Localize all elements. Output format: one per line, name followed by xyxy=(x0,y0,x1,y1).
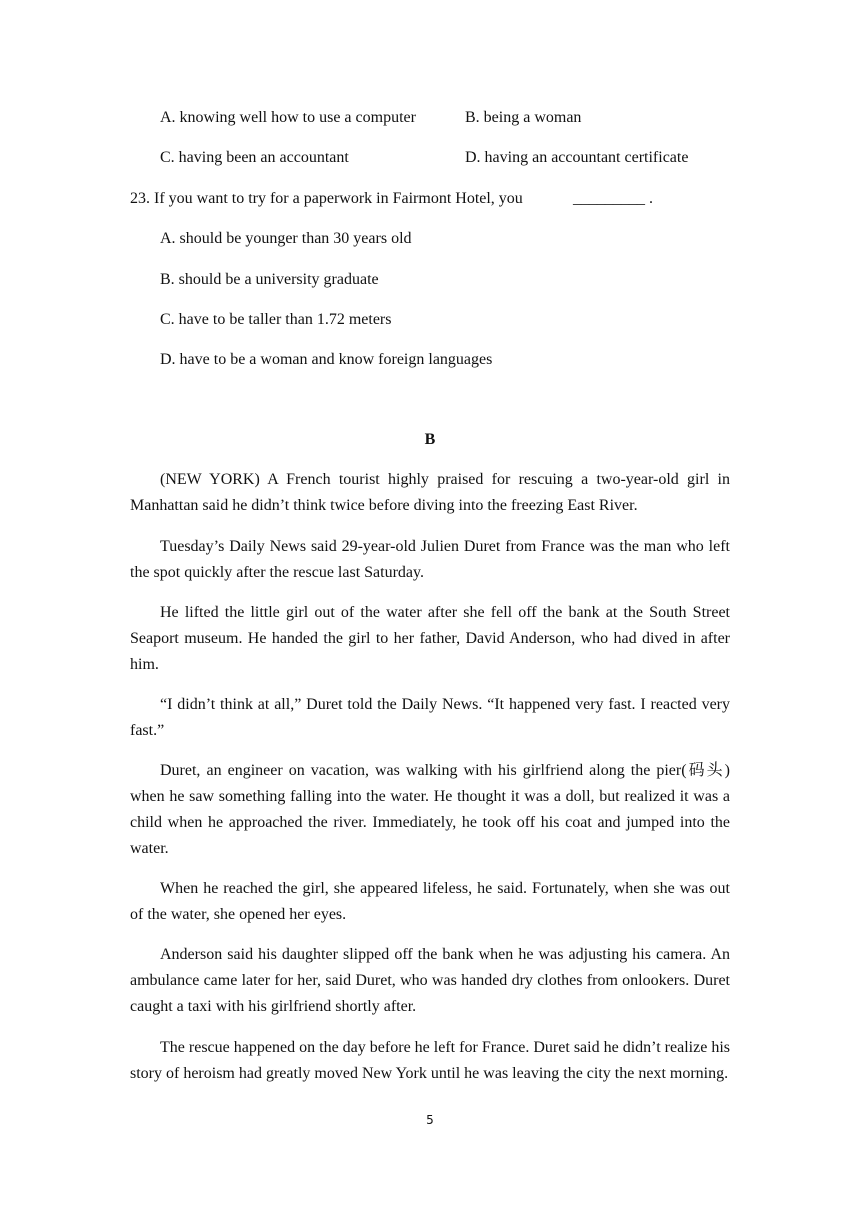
q23-option-b: B. should be a university graduate xyxy=(160,271,379,288)
q22-option-b: B. being a woman xyxy=(465,109,582,126)
paragraph-4: “I didn’t think at all,” Duret told the Daily News. “It happened very fast. I reacted very fast.” xyxy=(130,696,730,739)
paragraph-7: Anderson said his daughter slipped off the bank when he was adjusting his camera. An ambulance came later for her, said Duret, who was handed dry clothes from onlookers. Duret caught a taxi with his girlfriend shortly after. xyxy=(130,946,730,1015)
paragraph-5: Duret, an engineer on vacation, was walking with his girlfriend along the pier(码头) when he saw something falling into the water. He thought it was a doll, but realized it was a child when he approached the river. Immediately, he took off his coat and jumped into the water. xyxy=(130,762,730,857)
q23-option-a: A. should be younger than 30 years old xyxy=(160,230,412,247)
q23-answer-blank: _________ . xyxy=(573,190,653,207)
paragraph-6: When he reached the girl, she appeared lifeless, he said. Fortunately, when she was out of the water, she opened her eyes. xyxy=(130,880,730,923)
q23-stem: 23. If you want to try for a paperwork in Fairmont Hotel, you xyxy=(130,190,523,207)
section-heading: B xyxy=(424,431,436,448)
paragraph-1: (NEW YORK) A French tourist highly praised for rescuing a two-year-old girl in Manhattan said he didn’t think twice before diving into the freezing East River. xyxy=(130,471,730,514)
page-number: 5 xyxy=(426,1113,434,1127)
paragraph-8: The rescue happened on the day before he left for France. Duret said he didn’t realize his story of heroism had greatly moved New York until he was leaving the city the next morning. xyxy=(130,1039,730,1082)
paragraph-2: Tuesday’s Daily News said 29-year-old Julien Duret from France was the man who left the spot quickly after the rescue last Saturday. xyxy=(130,538,730,581)
paragraph-3: He lifted the little girl out of the water after she fell off the bank at the South Street Seaport museum. He handed the girl to her father, David Anderson, who had dived in after him. xyxy=(130,604,730,673)
q22-option-d: D. having an accountant certificate xyxy=(465,149,689,166)
q22-option-c: C. having been an accountant xyxy=(160,149,349,166)
q23-option-c: C. have to be taller than 1.72 meters xyxy=(160,311,392,328)
q23-option-d: D. have to be a woman and know foreign languages xyxy=(160,351,493,368)
q22-option-a: A. knowing well how to use a computer xyxy=(160,109,416,126)
